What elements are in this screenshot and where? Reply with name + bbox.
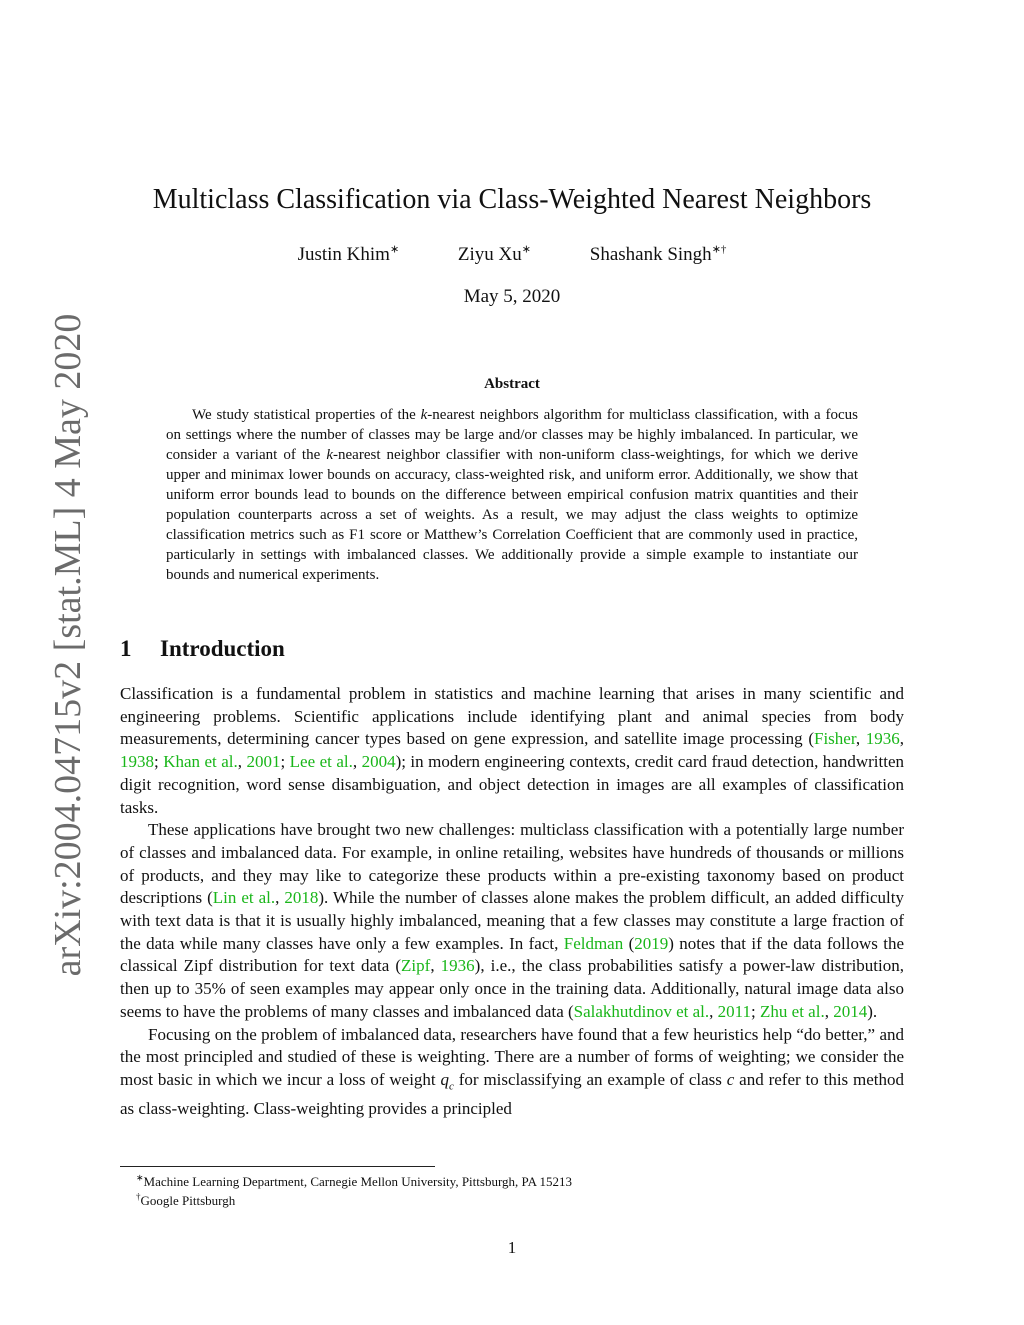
footnote: ∗Machine Learning Department, Carnegie Mellon University, Pittsburgh, PA 15213: [136, 1172, 573, 1189]
paragraph: Classification is a fundamental problem in statistics and machine learning that arises in many scientific and engineering problems. Scientific applications include identifying plant and animal species from body measurements, determining cancer types based on gene expression, and satellite image processing (Fisher, 1936, 1938; Khan et al., 2001; Lee et al., 2004); in modern engineering contexts, credit card fraud detection, handwritten digit recognition, word sense disambiguation, and object detection in images are all examples of classification tasks.: [120, 684, 904, 817]
author: Justin Khim∗: [297, 243, 400, 265]
paper-title: Multiclass Classification via Class-Weighted Nearest Neighbors: [152, 184, 872, 215]
publication-date: May 5, 2020: [463, 286, 561, 307]
abstract-heading: Abstract: [484, 376, 540, 392]
footnote-rule: [120, 1166, 435, 1167]
citation-link[interactable]: Khan et al.: [163, 752, 238, 772]
footnotes: [136, 1172, 572, 1210]
citation-link[interactable]: 2011: [717, 1001, 752, 1021]
citation-link[interactable]: Salakhutdinov et al.: [573, 1001, 710, 1021]
citation-link[interactable]: Lin et al.: [212, 888, 276, 908]
citation-link[interactable]: 1938: [120, 752, 154, 772]
citation-link[interactable]: Zipf: [401, 956, 431, 976]
citation-link[interactable]: 1936: [865, 729, 900, 749]
body-text: [120, 683, 904, 1121]
citation-link[interactable]: Zhu et al.: [760, 1001, 825, 1021]
author-list: [0, 244, 1024, 266]
footnote: †Google Pittsburgh: [136, 1191, 236, 1208]
author: Ziyu Xu∗: [457, 243, 531, 265]
section-heading: 1 Introduction: [120, 636, 285, 661]
author: Shashank Singh∗†: [589, 243, 727, 265]
citation-link[interactable]: 2001: [246, 752, 281, 772]
page-number: 1: [507, 1238, 517, 1257]
citation-link[interactable]: 2019: [634, 933, 669, 953]
paragraph: These applications have brought two new challenges: multiclass classification with a potentially large number of classes and imbalanced data. For example, in online retailing, websites have hundreds of thousands or millions of products, and they may like to categorize these products within a pre-existing taxonomy based on product descriptions (Lin et al., 2018). While the number of classes alone makes the problem difficult, an added difficulty with text data is that it is usually highly imbalanced, meaning that a few classes may constitute a large fraction of the data while many classes have only a few examples. In fact, Feldman (2019) notes that if the data follows the classical Zipf distribution for text data (Zipf, 1936), i.e., the class probabilities satisfy a power-law distribution, then up to 35% of seen examples may appear only once in the training data. Additionally, natural image data also seems to have the problems of many classes and imbalanced data (Salakhutdinov et al., 2011; Zhu et al., 2014).: [120, 820, 904, 1021]
arxiv-id: arXiv:2004.04715v2 [stat.ML] 4 May 2020: [47, 313, 89, 977]
citation-link[interactable]: 2004: [361, 752, 396, 772]
citation-link[interactable]: Fisher: [814, 729, 856, 749]
abstract-text: We study statistical properties of the k-nearest neighbors algorithm for multiclass classification, with a focus on settings where the number of classes may be large and/or classes may be highly imbalanced. In particular, we consider a variant of the k-nearest neighbor classifier with non-uniform class-weightings, for which we derive upper and minimax lower bounds on accuracy, class-weighted risk, and uniform error. Additionally, we show that uniform error bounds lead to bounds on the difference between empirical confusion matrix quantities and their population counterparts across a set of weights. As a result, we may adjust the class weights to optimize classification metrics such as F1 score or Matthew’s Correlation Coefficient that are commonly used in practice, particularly in settings with imbalanced classes. We additionally provide a simple example to instantiate our bounds and numerical experiments.: [166, 407, 858, 583]
citation-link[interactable]: 2018: [284, 888, 319, 908]
paragraph: Focusing on the problem of imbalanced data, researchers have found that a few heuristics help “do better,” and the most principled and studied of these is weighting. There are a number of forms of weighting; we consider the most basic in which we incur a loss of weight $q_c$ for misclassifying an example of class c and refer to this method as class-weighting. Class-weighting provides a principled: [120, 1024, 905, 1119]
citation-link[interactable]: Feldman: [563, 933, 624, 953]
citation-link[interactable]: Lee et al.: [289, 752, 353, 772]
citation-link[interactable]: 2014: [833, 1001, 868, 1021]
citation-link[interactable]: 1936: [440, 956, 475, 976]
